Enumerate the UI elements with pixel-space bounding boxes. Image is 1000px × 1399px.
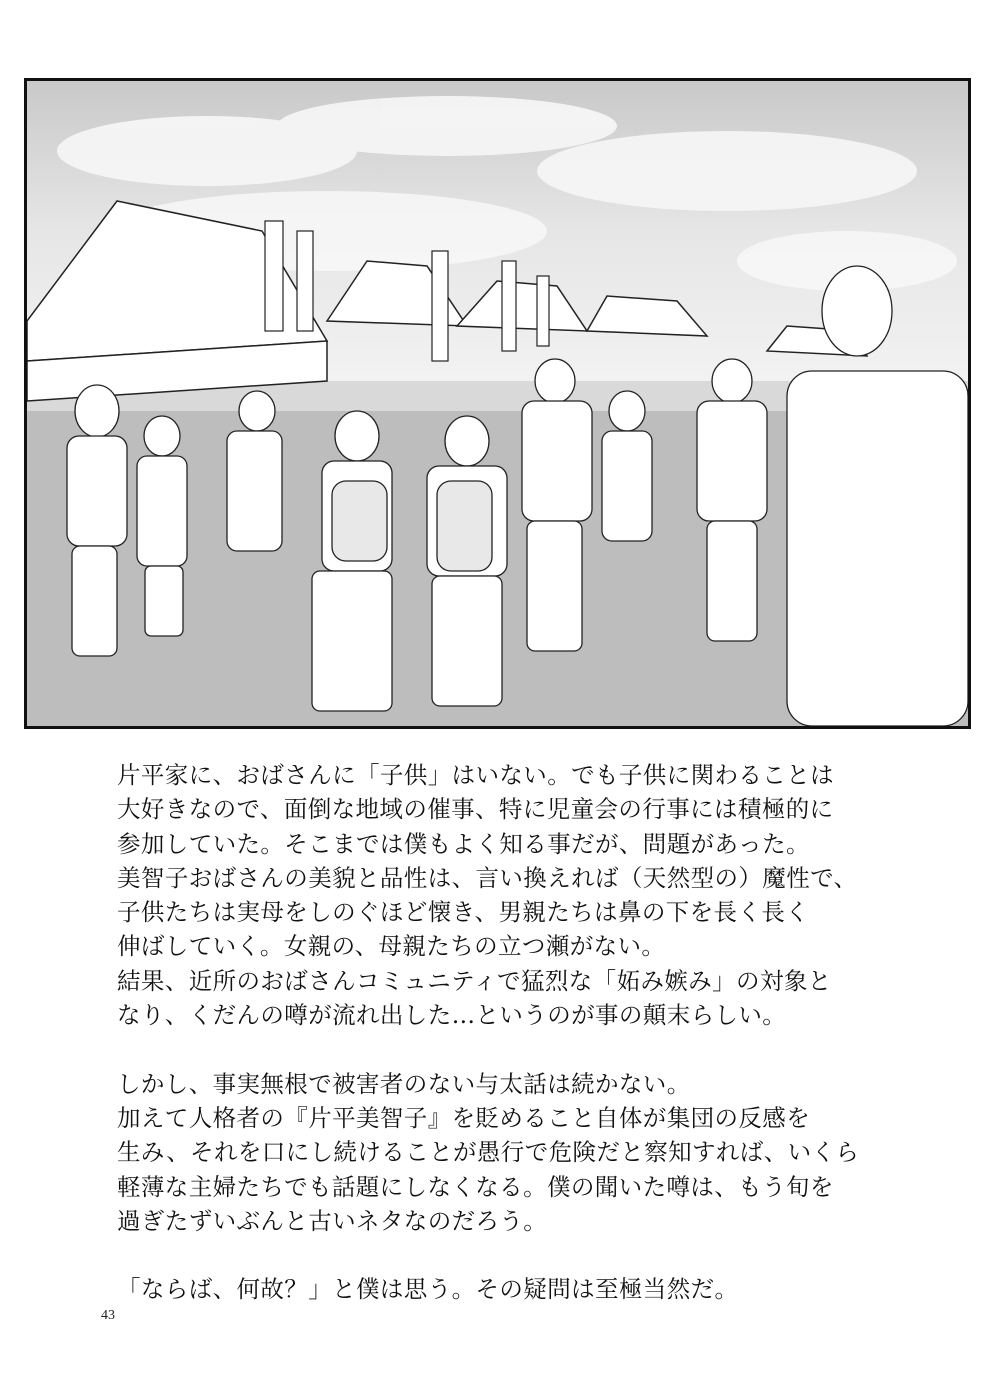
text-line: 「ならば、何故？」と僕は思う。その疑問は至極当然だ。 (117, 1275, 739, 1304)
paragraph-2 (117, 1067, 917, 1238)
text-line: 美智子おばさんの美貌と品性は、言い換えれば（天然型の）魔性で、 (117, 863, 858, 892)
paragraph-gap (117, 1238, 917, 1272)
text-line: 結果、近所のおばさんコミュニティで猛烈な「妬み嫉み」の対象と (117, 966, 832, 995)
page-number: 43 (101, 1308, 115, 1323)
text-line: しかし、事実無根で被害者のない与太話は続かない。 (117, 1069, 691, 1098)
text-line: 参加していた。そこまでは僕もよく知る事だが、問題があった。 (117, 829, 810, 858)
narration-text (117, 758, 917, 1307)
text-line: なり、くだんの噂が流れ出した…というのが事の顛末らしい。 (117, 1001, 787, 1030)
paragraph-3 (117, 1272, 917, 1306)
text-line: 片平家に、おばさんに「子供」はいない。でも子供に関わることは (117, 761, 834, 789)
text-line: 生み、それを口にし続けることが愚行で危険だと察知すれば、いくら (117, 1138, 860, 1167)
text-line: 子供たちは実母をしのぐほど懐き、男親たちは鼻の下を長く長く (117, 898, 810, 927)
paragraph-1 (117, 758, 917, 1032)
manga-panel-festival-crowd (24, 78, 971, 729)
text-line: 過ぎたずいぶんと古いネタなのだろう。 (117, 1206, 548, 1235)
text-line: 大好きなので、面倒な地域の催事、特に児童会の行事には積極的に (117, 795, 834, 824)
text-line: 加えて人格者の『片平美智子』を貶めること自体が集団の反感を (117, 1103, 811, 1132)
text-line: 伸ばしていく。女親の、母親たちの立つ瀬がない。 (117, 932, 666, 961)
festival-crowd-illustration (27, 81, 968, 726)
paragraph-gap (117, 1032, 917, 1066)
text-line: 軽薄な主婦たちでも話題にしなくなる。僕の聞いた噂は、もう旬を (117, 1172, 834, 1201)
